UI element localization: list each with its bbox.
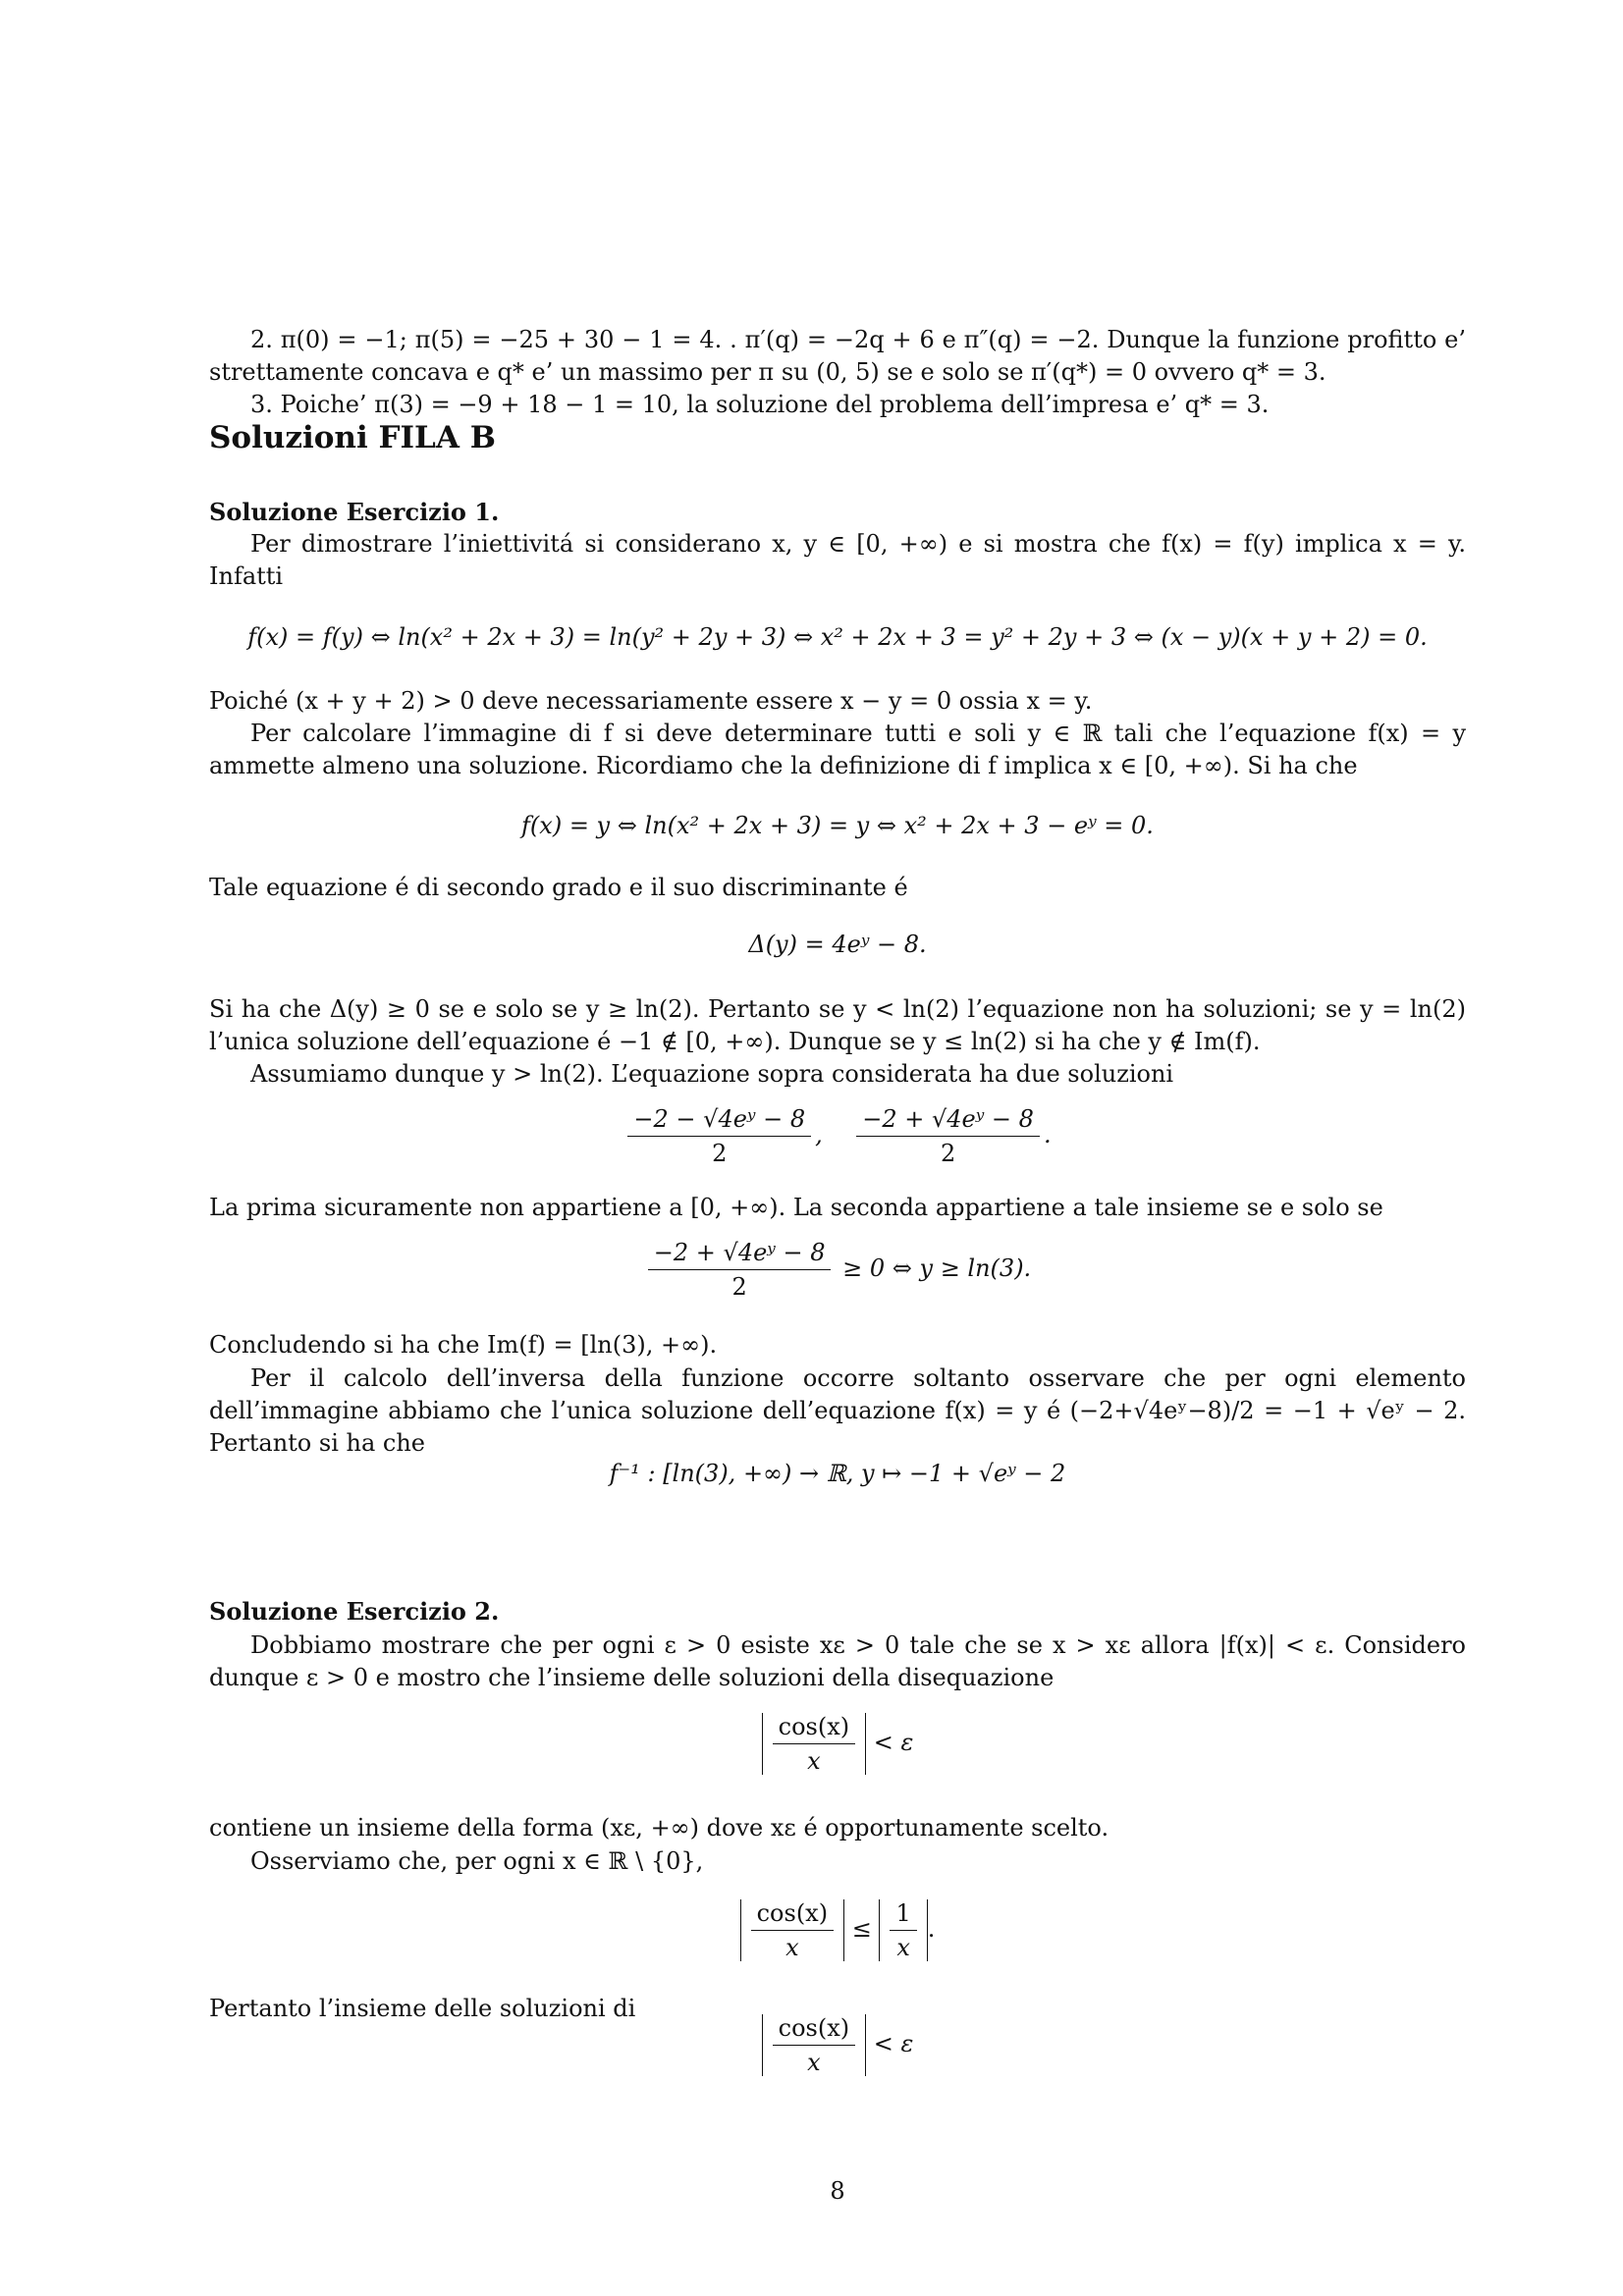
cos-numerator-3: cos(x) [773,2014,855,2046]
ex1-equation-3: Δ(y) = 4eʸ − 8. [748,931,927,958]
exercise-1-title: Soluzione Esercizio 1. [209,498,500,526]
ex1-paragraph-8: Concludendo si ha che Im(f) = [ln(3), +∞). [209,1331,718,1359]
one-over-x-fraction [890,1899,916,1961]
ex2-paragraph-3: Osserviamo che, per ogni x ∈ ℝ \ {0}, [250,1847,704,1875]
cos-fraction-2 [751,1899,834,1961]
ex2-paragraph-4: Pertanto l’insieme delle soluzioni di [209,1995,636,2022]
cos-numerator-1: cos(x) [773,1713,855,1744]
ex1-paragraph-5: Si ha che Δ(y) ≥ 0 se e solo se y ≥ ln(2). Pertanto se y < ln(2) l’equazione non ha soluzioni; se y = ln(2) l’unica soluzione dell’equazione é −1 ∉ [0, +∞). Dunque se y ≤ ln(2) si ha che y ∉ Im(f). [209,995,1466,1055]
cos-numerator-2: cos(x) [751,1899,834,1931]
inequality-3-rest: < ε [873,2030,914,2057]
ex1-paragraph-1: Per dimostrare l’iniettivitá si considerano x, y ∈ [0, +∞) e si mostra che f(x) = f(y) implica x = y. Infatti [209,530,1466,590]
period: . [927,1915,936,1943]
ex2-paragraph-2: contiene un insieme della forma (xε, +∞) dove xε é opportunamente scelto. [209,1814,1109,1842]
absolute-value-4 [762,2014,866,2076]
ex1-equation-5 [209,1239,1466,1301]
cos-denominator-3: x [807,2049,821,2076]
paragraph-top-2: 2. π(0) = −1; π(5) = −25 + 30 − 1 = 4. . π′(q) = −2q + 6 e π″(q) = −2. Dunque la funzione profitto e’ strettamente concava e q* e’ un massimo per π su (0, 5) se e solo se π′(q*) = 0 ovvero q* = 3. [209,326,1466,386]
paragraph-top-3: 3. Poiche’ π(3) = −9 + 18 − 1 = 10, la soluzione del problema dell’impresa e’ q* = 3. [250,391,1270,418]
inequality-rest: ≥ 0 ⇔ y ≥ ln(3). [842,1255,1032,1282]
inequality-1-rest: < ε [873,1729,914,1756]
ex1-paragraph-4: Tale equazione é di secondo grado e il suo discriminante é [209,874,908,901]
ex1-equation-2: f(x) = y ⇔ ln(x² + 2x + 3) = y ⇔ x² + 2x + 3 − eʸ = 0. [521,812,1154,839]
ex1-paragraph-7: La prima sicuramente non appartiene a [0, +∞). La seconda appartiene a tale insieme se e solo se [209,1194,1383,1221]
solution-1-numerator: −2 − √4eʸ − 8 [627,1105,811,1137]
solution-2-numerator: −2 + √4eʸ − 8 [856,1105,1040,1137]
solution-1-denominator: 2 [712,1140,728,1167]
cos-fraction-3 [773,2014,855,2076]
absolute-value-3 [879,1899,927,1961]
solution-2-denominator: 2 [940,1140,956,1167]
ex1-equation-4: $\frac{\text{−2 − √4eʸ − 8}}{2}$ , $\frac{\text{−2 + √4eʸ − 8}}{2}$ . [209,1105,1466,1167]
section-title: Soluzioni FILA B [209,420,496,455]
absolute-value-2 [740,1899,844,1961]
x-denominator: x [896,1934,910,1961]
ex1-paragraph-6: Assumiamo dunque y > ln(2). L’equazione sopra considerata ha due soluzioni [250,1060,1174,1088]
leq-sign: ≤ [851,1915,872,1943]
solution-fraction-2 [856,1105,1040,1167]
ex1-paragraph-9: Per il calcolo dell’inversa della funzione occorre soltanto osservare che per ogni elemento dell’immagine abbiamo che l’unica soluzione dell’equazione f(x) = y é (−2+√4eʸ−8)/2 = −1 + √eʸ − 2. Pertanto si ha che [209,1364,1466,1457]
ex2-paragraph-1: Dobbiamo mostrare che per ogni ε > 0 esiste xε > 0 tale che se x > xε allora |f(x)| < ε. Considero dunque ε > 0 e mostro che l’insieme delle soluzioni della disequazione [209,1631,1466,1691]
ex2-equation-2 [209,1899,1466,1961]
solution-fraction-1 [627,1105,811,1167]
ex2-equation-3 [209,2014,1466,2076]
second-solution-numerator: −2 + √4eʸ − 8 [648,1239,832,1270]
second-solution-fraction [648,1239,832,1301]
one-numerator: 1 [890,1899,916,1931]
ex2-equation-1 [209,1713,1466,1775]
ex1-equation-1: f(x) = f(y) ⇔ ln(x² + 2x + 3) = ln(y² + 2y + 3) ⇔ x² + 2x + 3 = y² + 2y + 3 ⇔ (x − y)(x + y + 2) = 0. [247,623,1428,651]
absolute-value-1 [762,1713,866,1775]
exercise-2-title: Soluzione Esercizio 2. [209,1597,500,1626]
second-solution-denominator: 2 [731,1273,747,1301]
ex1-equation-6: f⁻¹ : [ln(3), +∞) → ℝ, y ↦ −1 + √eʸ − 2 [609,1460,1066,1487]
cos-denominator-1: x [807,1747,821,1775]
cos-fraction-1 [773,1713,855,1775]
cos-denominator-2: x [785,1934,799,1961]
ex1-paragraph-2: Poiché (x + y + 2) > 0 deve necessariamente essere x − y = 0 ossia x = y. [209,687,1093,715]
page-number: 8 [830,2177,845,2205]
ex1-paragraph-3: Per calcolare l’immagine di f si deve determinare tutti e soli y ∈ ℝ tali che l’equazione f(x) = y ammette almeno una soluzione. Ricordiamo che la definizione di f implica x ∈ [0, +∞). Si ha che [209,720,1466,779]
